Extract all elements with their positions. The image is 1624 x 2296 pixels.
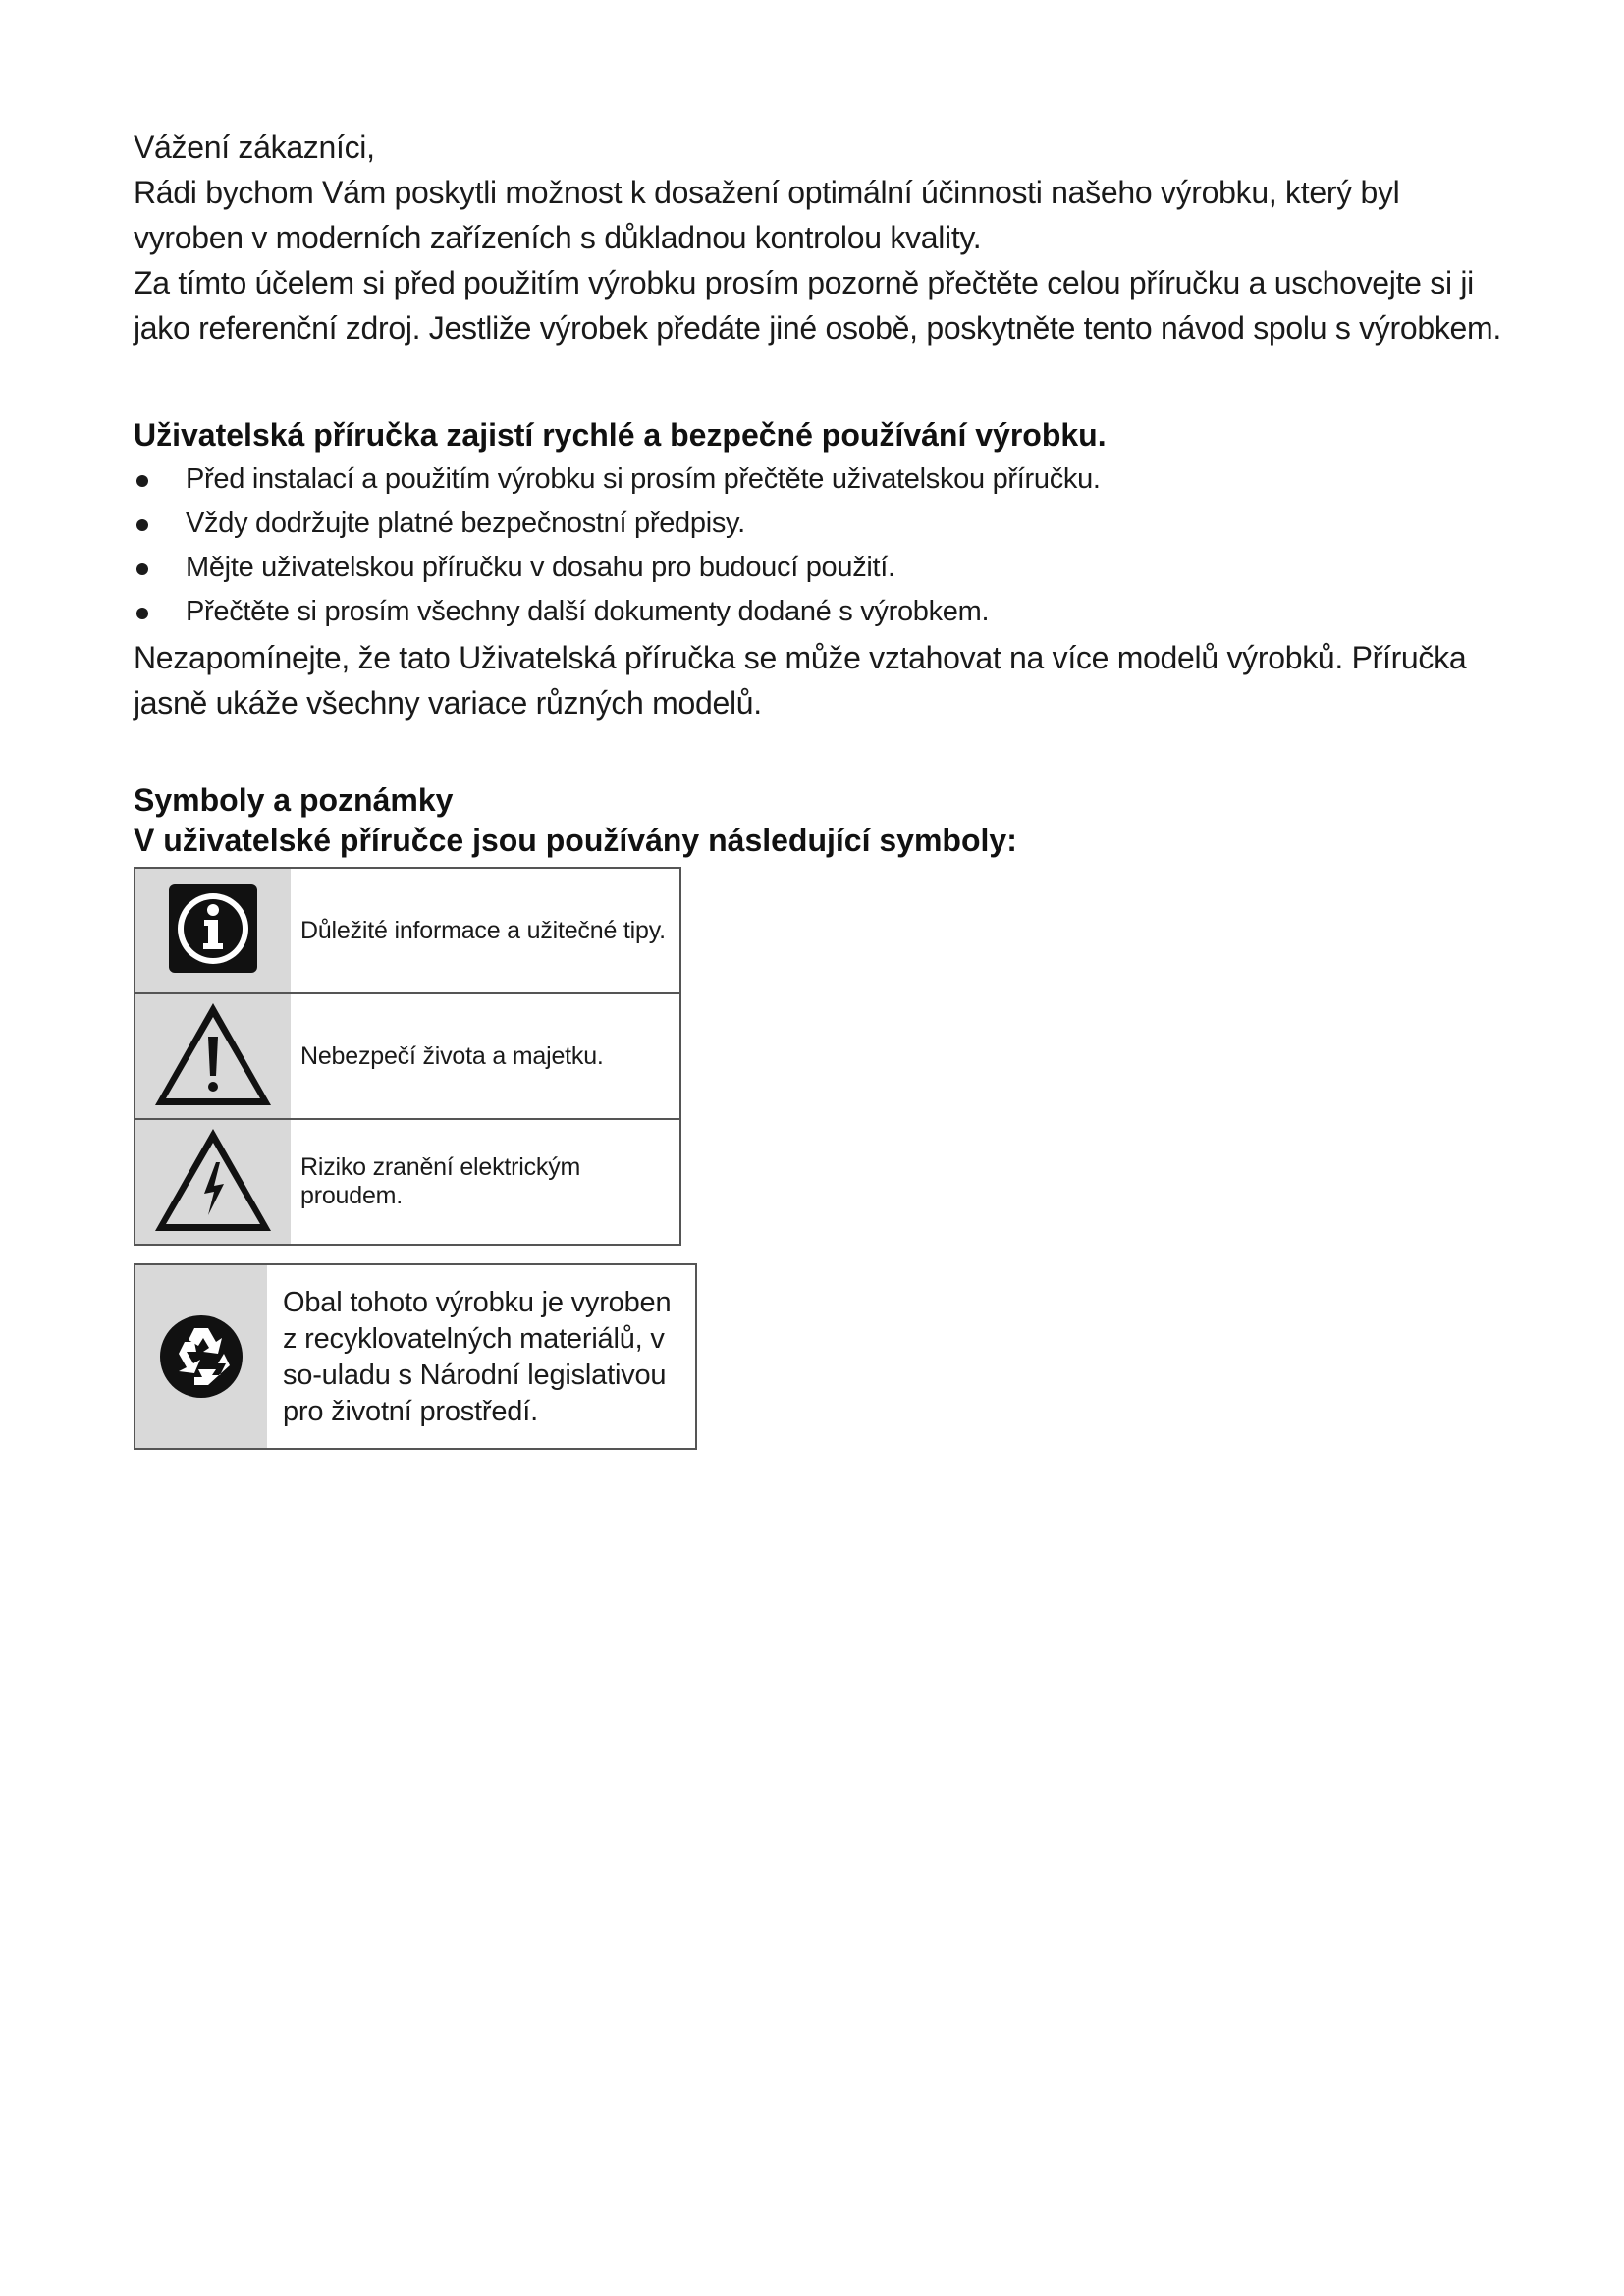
- bullet-list: [134, 457, 1410, 634]
- greeting: Vážení zákazníci,: [134, 130, 375, 165]
- intro-paragraph: Rádi bychom Vám poskytli možnost k dosažení optimální účinnosti našeho výrobku, který byl vyroben v moderních zařízeních s důkladnou kontrolou kvality.: [134, 175, 1400, 255]
- bullet-icon: [136, 475, 148, 487]
- list-item: [134, 502, 1410, 546]
- symbols-subheading: V uživatelské příručce jsou používány následující symboly:: [134, 823, 1017, 858]
- list-item-text: Mějte uživatelskou příručku v dosahu pro budoucí použití.: [186, 552, 895, 583]
- list-item-text: Přečtěte si prosím všechny další dokumenty dodané s výrobkem.: [186, 596, 990, 627]
- warning-icon: [151, 999, 275, 1109]
- info-icon: [167, 882, 259, 975]
- symbols-table: [134, 867, 681, 1246]
- symbols-heading: Symboly a poznámky: [134, 782, 454, 818]
- section-heading: Uživatelská příručka zajistí rychlé a bezpečné používání výrobku.: [134, 417, 1107, 453]
- table-row: [135, 1119, 680, 1245]
- bullet-icon: [136, 608, 148, 619]
- intro-paragraph: Za tímto účelem si před použitím výrobku prosím pozorně přečtěte celou příručku a uschovejte si ji jako referenční zdroj. Jestliže výrobek předáte jiné osobě, poskytněte tento návod spolu s výrobkem.: [134, 265, 1502, 346]
- symbol-icon-cell: [135, 993, 291, 1119]
- list-item-text: Vždy dodržujte platné bezpečnostní předpisy.: [186, 507, 745, 539]
- list-item: [134, 457, 1410, 502]
- recycle-icon: [159, 1314, 244, 1399]
- symbol-description: Důležité informace a užitečné tipy.: [300, 916, 666, 944]
- symbol-description: Nebezpečí života a majetku.: [291, 993, 680, 1119]
- symbol-icon-cell: [135, 1119, 291, 1245]
- symbol-icon-cell: [135, 868, 291, 993]
- symbol-description: Riziko zranění elektrickým proudem.: [291, 1119, 680, 1245]
- electric-shock-icon: [151, 1125, 275, 1235]
- list-item: [134, 546, 1410, 590]
- recycle-icon-cell: [135, 1265, 267, 1448]
- table-row: [135, 868, 680, 993]
- models-note: Nezapomínejte, že tato Uživatelská příručka se může vztahovat na více modelů výrobků. Příručka jasně ukáže všechny variace různých modelů.: [134, 640, 1467, 721]
- table-row: [135, 993, 680, 1119]
- bullet-icon: [136, 563, 148, 575]
- list-item-text: Před instalací a použitím výrobku si prosím přečtěte uživatelskou příručku.: [186, 463, 1101, 495]
- recycle-description: Obal tohoto výrobku je vyroben z recyklovatelných materiálů, v so-uladu s Národní legislativou pro životní prostředí.: [283, 1287, 672, 1427]
- bullet-icon: [136, 519, 148, 531]
- list-item: [134, 590, 1410, 634]
- recycle-notice: [134, 1263, 697, 1450]
